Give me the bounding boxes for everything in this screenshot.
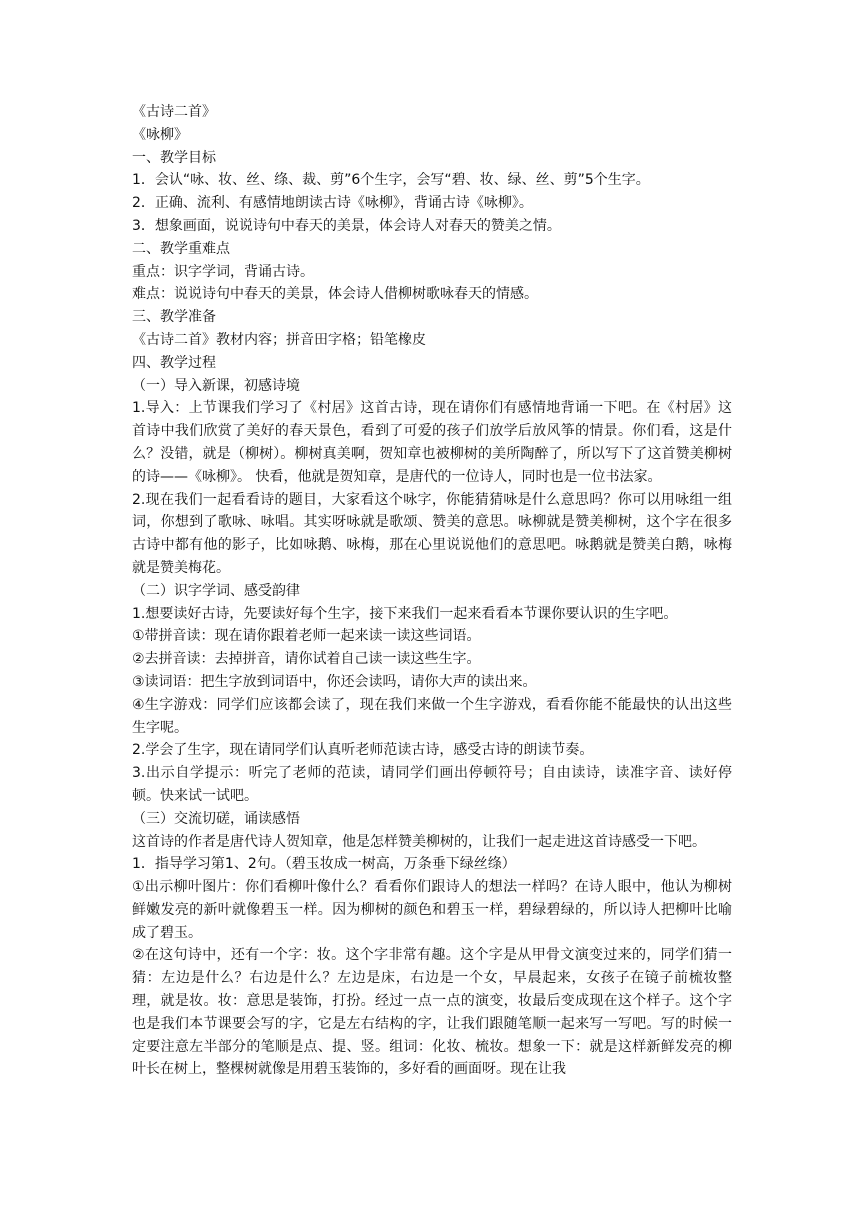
poem-title: 《咏柳》 [132, 126, 188, 143]
paragraph-lines-1-2: 1．指导学习第1、2句。（碧玉妆成一树高，万条垂下绿丝绦） [132, 856, 516, 873]
step-read-words: ③读词语：把生字放到词语中，你还会读吗，请你大声的读出来。 [132, 673, 537, 690]
preparation-materials: 《古诗二首》教材内容；拼音田字格；铅笔橡皮 [132, 331, 426, 348]
paragraph-intro: 1.导入：上节课我们学习了《村居》这首古诗，现在请你们有感情地背诵一下吧。在《村居》这首诗中我们欣赏了美好的春天景色，看到了可爱的孩子们放学后放风筝的情景。你们看，这是什么？没错，就是（柳树）。柳树真美啊，贺知章也被柳树的美所陶醉了，所以写下了这首赞美柳树的诗——《咏柳》。 快看，他就是贺知章，是唐代的一位诗人，同时也是一位书法家。 [132, 400, 732, 485]
paragraph-teacher-reading: 2.学会了生字，现在请同学们认真听老师范读古诗，感受古诗的朗读节奏。 [132, 742, 594, 759]
goal-item-3: 3．想象画面，说说诗句中春天的美景，体会诗人对春天的赞美之情。 [132, 217, 561, 234]
goal-item-1: 1．会认“咏、妆、丝、绦、裁、剪”6个生字，会写“碧、妆、绿、丝、剪”5个生字。 [132, 172, 650, 189]
section-heading-3: （三）交流切磋，诵读感悟 [132, 810, 300, 827]
paragraph-willow-leaves: ①出示柳叶图片：你们看柳叶像什么？看看你们跟诗人的想法一样吗？在诗人眼中，他认为柳树鲜嫩发亮的新叶就像碧玉一样。因为柳树的颜色和碧玉一样，碧绿碧绿的，所以诗人把柳叶比喻成了碧玉。 [132, 879, 732, 941]
step-pinyin-read: ①带拼音读：现在请你跟着老师一起来读一读这些词语。 [132, 628, 481, 645]
paragraph-word-game: ④生字游戏：同学们应该都会读了，现在我们来做一个生字游戏，看看你能不能最快的认出这些生字呢。 [132, 696, 732, 736]
step-no-pinyin-read: ②去拼音读：去掉拼音，请你试着自己读一读这些生字。 [132, 651, 481, 668]
paragraph-self-study: 3.出示自学提示：听完了老师的范读，请同学们画出停顿符号；自由读诗，读准字音、读好停顿。快来试一试吧。 [132, 765, 732, 804]
section-heading-1: （一）导入新课，初感诗境 [132, 377, 300, 394]
key-point: 重点：识字学词，背诵古诗。 [132, 263, 314, 280]
goal-item-2: 2．正确、流利、有感情地朗读古诗《咏柳》，背诵古诗《咏柳》。 [132, 195, 533, 212]
heading-process: 四、教学过程 [132, 354, 216, 371]
section-heading-2: （二）识字学词、感受韵律 [132, 582, 300, 599]
heading-preparation: 三、教学准备 [132, 309, 216, 326]
paragraph-title-meaning: 2.现在我们一起看看诗的题目，大家看这个咏字，你能猜猜咏是什么意思吗？你可以用咏组一组词，你想到了歌咏、咏唱。其实呀咏就是歌颂、赞美的意思。咏柳就是赞美柳树，这个字在很多古诗中都有他的影子，比如咏鹅、咏梅，那在心里说说他们的意思吧。咏鹅就是赞美白鹅，咏梅就是赞美梅花。 [132, 491, 732, 576]
paragraph-new-words: 1.想要读好古诗，先要读好每个生字，接下来我们一起来看看本节课你要认识的生字吧。 [132, 605, 678, 622]
difficult-point: 难点：说说诗句中春天的美景，体会诗人借柳树歌咏春天的情感。 [132, 286, 538, 303]
paragraph-author: 这首诗的作者是唐代诗人贺知章，他是怎样赞美柳树的，让我们一起走进这首诗感受一下吧。 [132, 833, 706, 850]
heading-key-points: 二、教学重难点 [132, 240, 230, 257]
paragraph-character-zhuang: ②在这句诗中，还有一个字：妆。这个字非常有趣。这个字是从甲骨文演变过来的，同学们猜一猜：左边是什么？右边是什么？左边是床，右边是一个女，早晨起来，女孩子在镜子前梳妆整理，就是妆。妆：意思是装饰，打扮。经过一点一点的演变，妆最后变成现在这个样子。这个字也是我们本节课要会写的字，它是左右结构的字，让我们跟随笔顺一起来写一写吧。写的时候一定要注意左半部分的笔顺是点、提、竖。组词：化妆、梳妆。想象一下：就是这样新鲜发亮的柳叶长在树上，整棵树就像是用碧玉装饰的，多好看的画面呀。现在让我 [132, 947, 732, 1078]
doc-title: 《古诗二首》 [132, 104, 216, 120]
heading-teaching-goals: 一、教学目标 [132, 149, 216, 166]
document-page [132, 101, 732, 1081]
